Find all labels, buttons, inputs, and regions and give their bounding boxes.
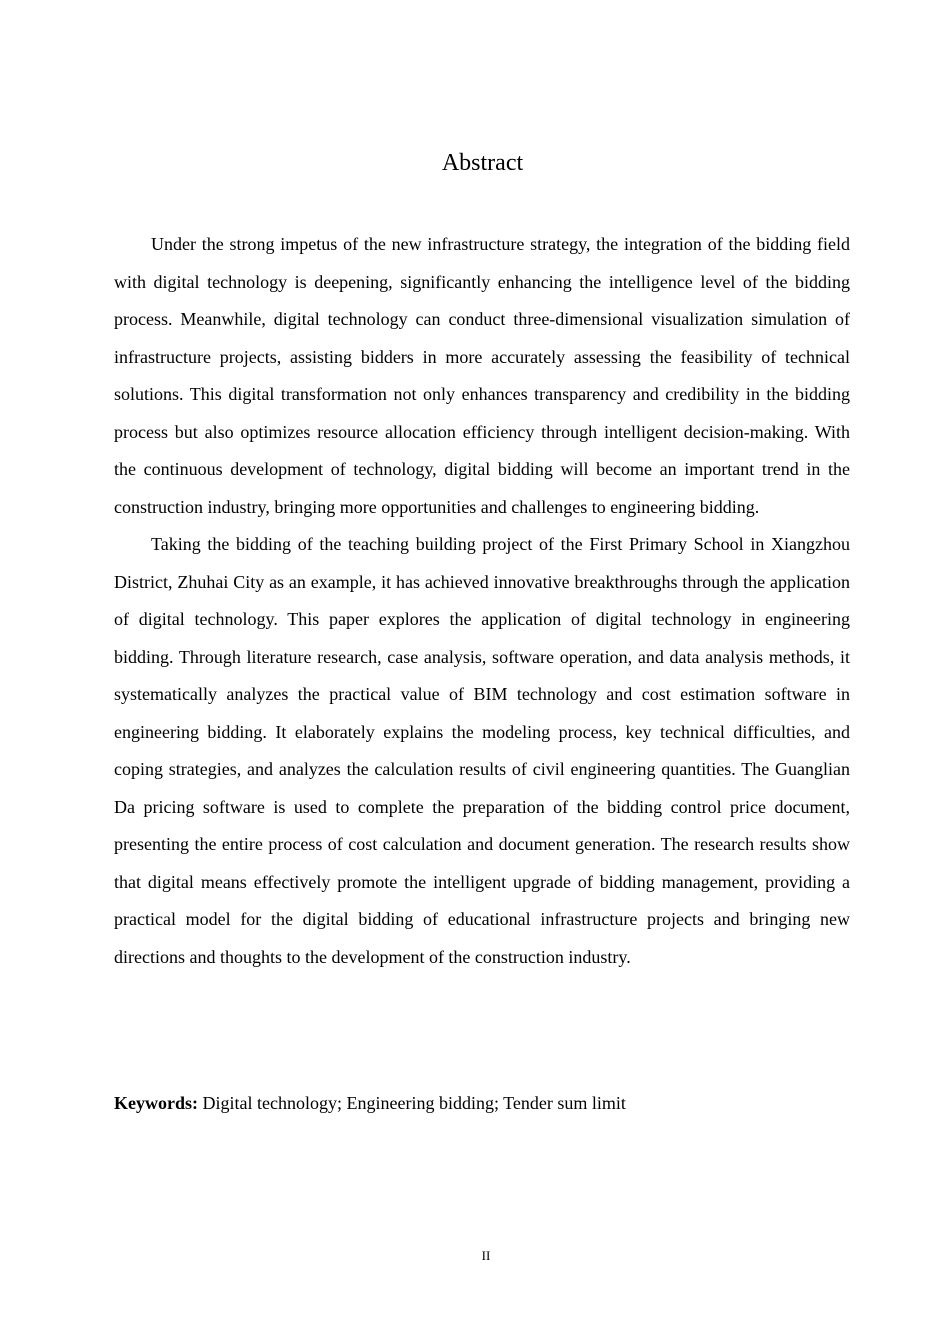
abstract-body [114,226,850,976]
page-number: II [481,1248,491,1263]
keywords-label: Keywords: [114,1093,198,1113]
abstract-paragraph-1: Under the strong impetus of the new infrastructure strategy, the integration of the bidding field with digital technology is deepening, significantly enhancing the intelligence level of the bidding process. Meanwhile, digital technology can conduct three-dimensional visualization simulation of infrastructure projects, assisting bidders in more accurately assessing the feasibility of technical solutions. This digital transformation not only enhances transparency and credibility in the bidding process but also optimizes resource allocation efficiency through intelligent decision-making. With the continuous development of technology, digital bidding will become an important trend in the construction industry, bringing more opportunities and challenges to engineering bidding. [114,234,850,517]
abstract-title: Abstract [441,150,524,176]
keywords-line [114,1088,850,1118]
abstract-paragraph-2: Taking the bidding of the teaching building project of the First Primary School in Xiangzhou District, Zhuhai City as an example, it has achieved innovative breakthroughs through the application of digital technology. This paper explores the application of digital technology in engineering bidding. Through literature research, case analysis, software operation, and data analysis methods, it systematically analyzes the practical value of BIM technology and cost estimation software in engineering bidding. It elaborately explains the modeling process, key technical difficulties, and coping strategies, and analyzes the calculation results of civil engineering quantities. The Guanglian Da pricing software is used to complete the preparation of the bidding control price document, presenting the entire process of cost calculation and document generation. The research results show that digital means effectively promote the intelligent upgrade of bidding management, providing a practical model for the digital bidding of educational infrastructure projects and bringing new directions and thoughts to the development of the construction industry. [114,534,850,967]
keywords-text: Digital technology; Engineering bidding; Tender sum limit [198,1093,626,1113]
